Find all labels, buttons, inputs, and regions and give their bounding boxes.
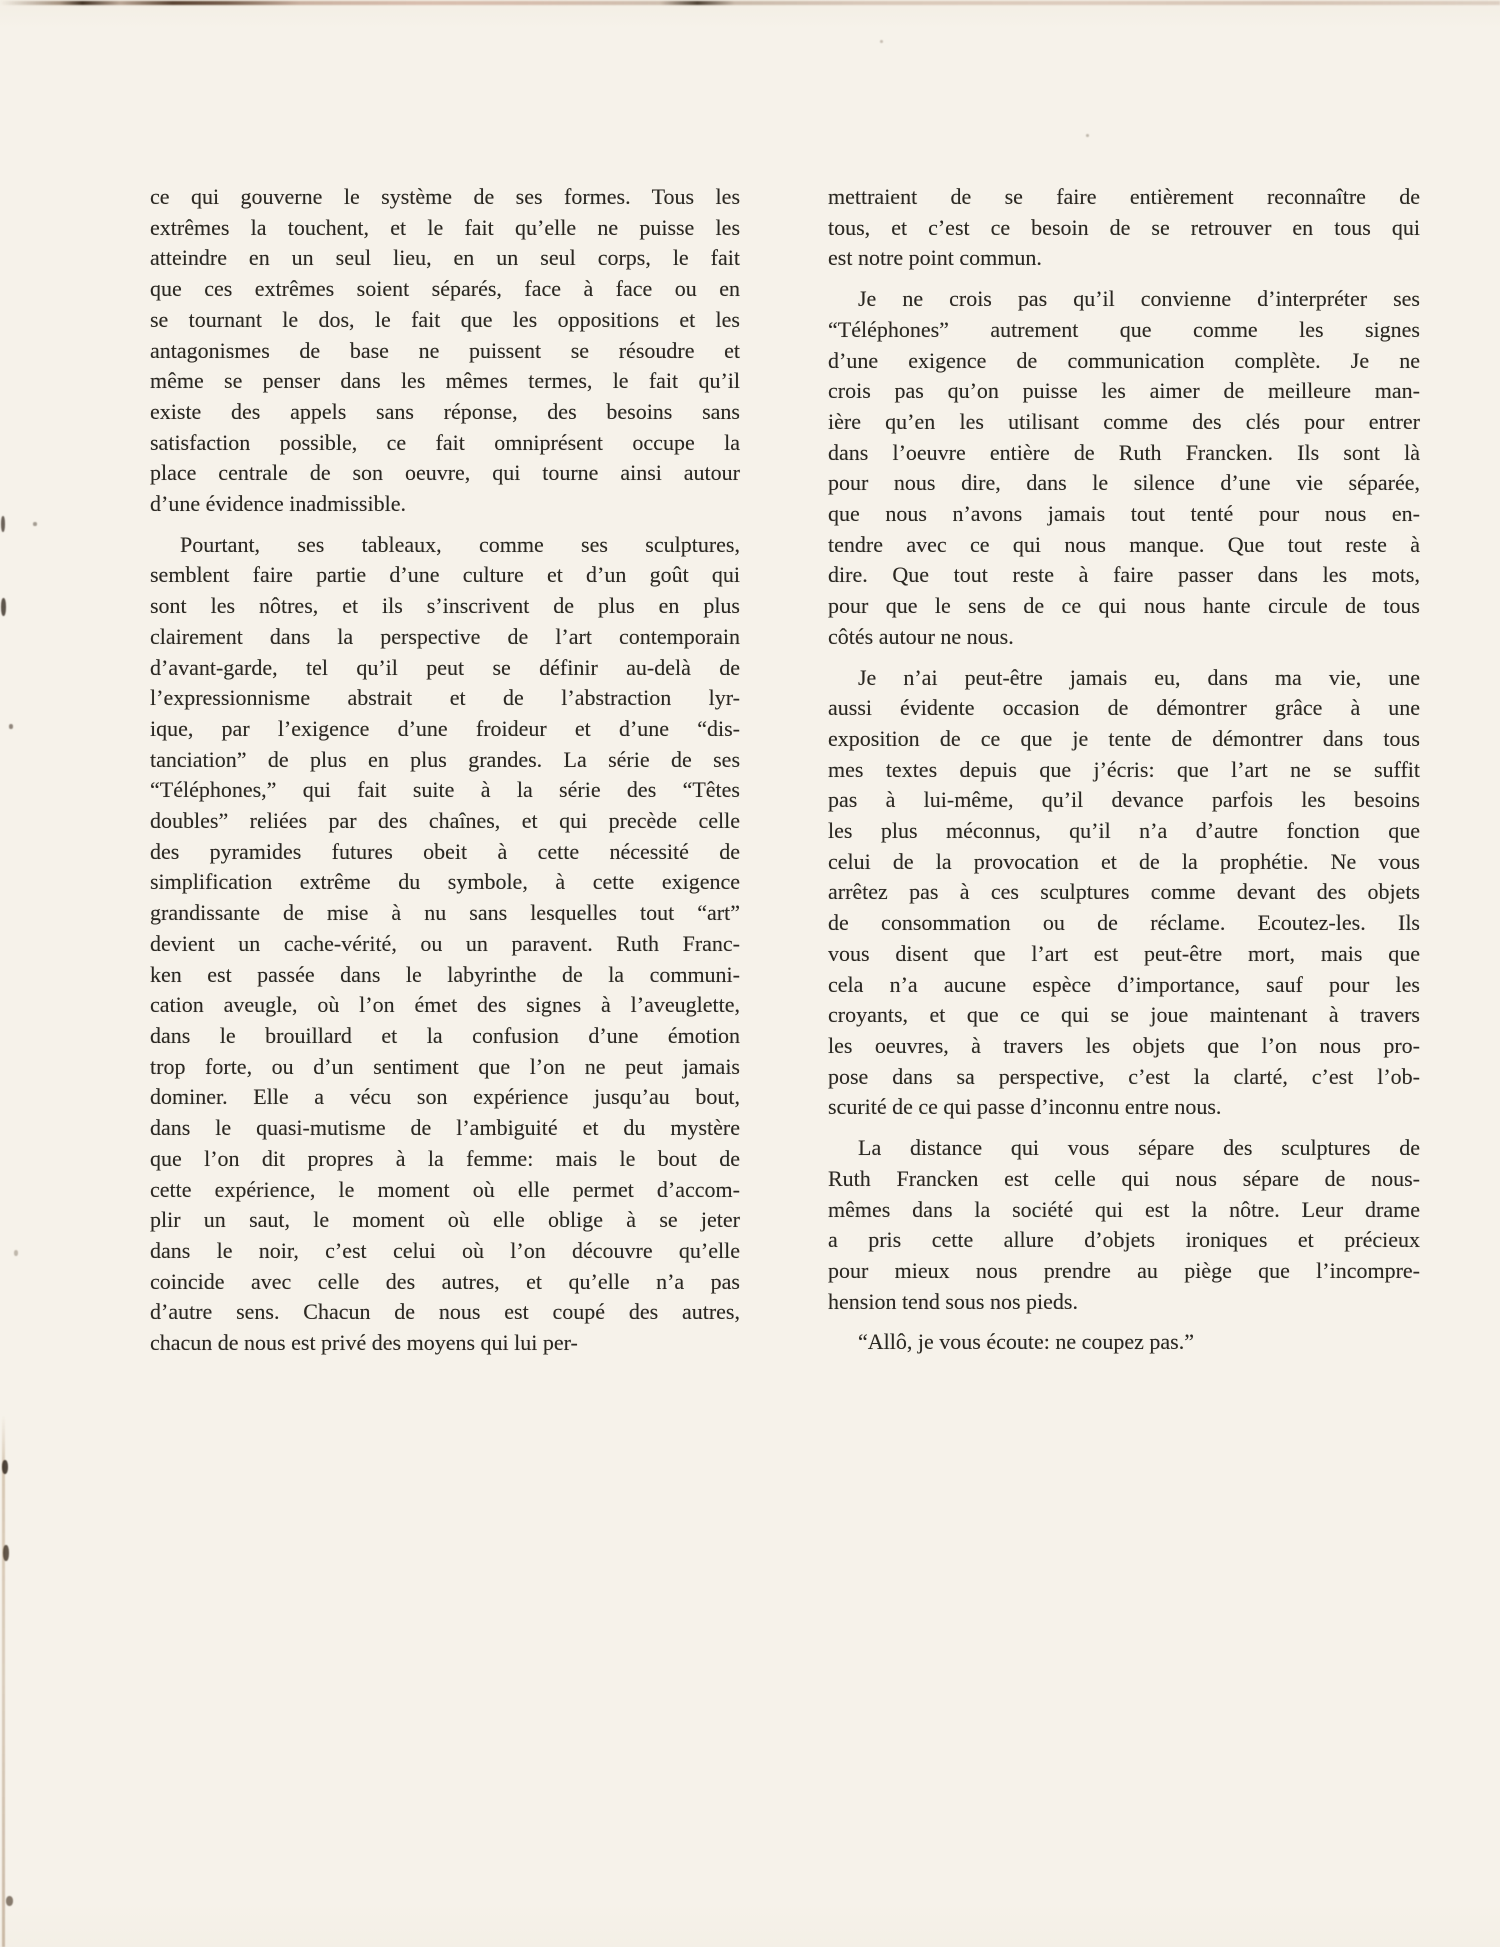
text-line: d’une évidence inadmissible. [150, 491, 406, 517]
text-line: sont les nôtres, et ils s’inscrivent de plus en plus [150, 593, 740, 619]
text-line: pour nous dire, dans le silence d’une vie séparée, [828, 470, 1420, 496]
text-line: ique, par l’exigence d’une froideur et d’une “dis- [150, 715, 740, 741]
text-line: chacun de nous est privé des moyens qui lui per- [150, 1330, 578, 1356]
scan-speck [1, 516, 5, 532]
text-line: Ruth Francken est celle qui nous sépare de nous- [828, 1165, 1420, 1191]
text-line: dire. Que tout reste à faire passer dans les mots, [828, 562, 1420, 588]
paragraph [828, 284, 1420, 652]
paragraph [828, 1133, 1420, 1317]
text-line: coincide avec celle des autres, et qu’elle n’a pas [150, 1268, 740, 1294]
text-line: que ces extrêmes soient séparés, face à face ou en [150, 276, 740, 302]
text-line: “Téléphones,” qui fait suite à la série des “Têtes [150, 777, 740, 803]
text-line: cation aveugle, où l’on émet des signes à l’aveuglette, [150, 992, 740, 1018]
text-line: ce qui gouverne le système de ses formes. Tous les [150, 184, 740, 209]
scan-speck [1, 598, 6, 616]
text-line: simplification extrême du symbole, à cette exigence [150, 869, 740, 895]
text-line: d’une exigence de communication complète. Je ne [828, 347, 1420, 373]
page-top-edge-artifact [0, 1, 1500, 5]
text-line: que l’on dit propres à la femme: mais le bout de [150, 1145, 740, 1171]
text-line: grandissante de mise à nu sans lesquelles tout “art” [150, 900, 740, 926]
text-line: se tournant le dos, le fait que les oppositions et les [150, 306, 740, 332]
text-line: pour mieux nous prendre au piège que l’incompre- [828, 1257, 1420, 1283]
text-line: d’avant-garde, tel qu’il peut se définir au-delà de [150, 654, 740, 680]
text-line: mettraient de se faire entièrement reconnaître de [828, 184, 1420, 209]
text-line: celui de la provocation et de la prophétie. Ne vous [828, 848, 1420, 874]
text-line: “Allô, je vous écoute: ne coupez pas.” [858, 1329, 1194, 1355]
text-line: les plus méconnus, qu’il n’a d’autre fonction que [828, 818, 1420, 844]
text-line: exposition de ce que je tente de démontrer dans tous [828, 725, 1420, 751]
text-line: trop forte, ou d’un sentiment que l’on ne peut jamais [150, 1053, 740, 1079]
text-line: de consommation ou de réclame. Ecoutez-les. Ils [828, 910, 1420, 936]
text-line: aussi évidente occasion de démontrer grâce à une [828, 695, 1420, 721]
text-line: est notre point commun. [828, 245, 1042, 271]
text-line: tendre avec ce qui nous manque. Que tout reste à [828, 531, 1420, 557]
text-line: mes textes depuis que j’écris: que l’art ne se suffit [828, 756, 1420, 782]
text-line: hension tend sous nos pieds. [828, 1288, 1078, 1314]
text-line: ière qu’en les utilisant comme des clés pour entrer [828, 408, 1420, 434]
text-line: les oeuvres, à travers les objets que l’on nous pro- [828, 1032, 1420, 1058]
text-line: semblent faire partie d’une culture et d’un goût qui [150, 562, 740, 588]
text-line: ken est passée dans le labyrinthe de la communi- [150, 961, 740, 987]
text-line: existe des appels sans réponse, des besoins sans [150, 398, 740, 424]
text-line: arrêtez pas à ces sculptures comme devant des objets [828, 879, 1420, 905]
text-line: plir un saut, le moment où elle oblige à se jeter [150, 1207, 740, 1233]
text-line: Pourtant, ses tableaux, comme ses sculptures, [180, 531, 740, 557]
text-line: Je n’ai peut-être jamais eu, dans ma vie, une [858, 664, 1420, 690]
text-line: atteindre en un seul lieu, en un seul corps, le fait [150, 245, 740, 271]
text-line: crois pas qu’on puisse les aimer de meilleure man- [828, 378, 1420, 404]
text-line: clairement dans la perspective de l’art contemporain [150, 623, 740, 649]
scan-speck [1086, 134, 1089, 137]
text-line: d’autre sens. Chacun de nous est coupé des autres, [150, 1299, 740, 1325]
paragraph [150, 182, 740, 520]
text-line: devient un cache-vérité, ou un paravent. Ruth Franc- [150, 930, 740, 956]
text-column-right [828, 182, 1420, 1358]
text-line: cela n’a aucune espèce d’importance, sauf pour les [828, 971, 1420, 997]
text-line: côtés autour ne nous. [828, 623, 1014, 649]
scan-speck [6, 1896, 13, 1906]
text-line: pose dans sa perspective, c’est la clarté, c’est l’ob- [828, 1063, 1420, 1089]
text-line: dans le brouillard et la confusion d’une émotion [150, 1022, 740, 1048]
text-line: La distance qui vous sépare des sculptures de [858, 1135, 1420, 1161]
text-line: vous disent que l’art est peut-être mort, mais que [828, 940, 1420, 966]
text-line: tanciation” de plus en plus grandes. La série de ses [150, 746, 740, 772]
text-line: antagonismes de base ne puissent se résoudre et [150, 337, 740, 363]
text-line: même se penser dans les mêmes termes, le fait qu’il [150, 368, 740, 394]
text-line: pour que le sens de ce qui nous hante circule de tous [828, 593, 1420, 619]
text-line: des pyramides futures obeit à cette nécessité de [150, 838, 740, 864]
text-line: dominer. Elle a vécu son expérience jusqu’au bout, [150, 1084, 740, 1110]
paragraph [828, 1327, 1420, 1358]
text-line: mêmes dans la société qui est la nôtre. Leur drame [828, 1196, 1420, 1222]
text-line: l’expressionnisme abstrait et de l’abstraction lyr- [150, 685, 740, 711]
text-line: place centrale de son oeuvre, qui tourne ainsi autour [150, 460, 740, 486]
scan-speck [14, 1250, 18, 1256]
text-line: que nous n’avons jamais tout tenté pour nous en- [828, 501, 1420, 527]
text-line: extrêmes la touchent, et le fait qu’elle ne puisse les [150, 214, 740, 240]
text-line: a pris cette allure d’objets ironiques et précieux [828, 1227, 1420, 1253]
scan-speck [9, 724, 13, 729]
scan-speck [2, 1460, 8, 1474]
scan-speck [880, 40, 883, 43]
text-line: cette expérience, le moment où elle permet d’accom- [150, 1176, 740, 1202]
text-line: dans l’oeuvre entière de Ruth Francken. Ils sont là [828, 439, 1420, 465]
paragraph [150, 530, 740, 1359]
text-line: dans le quasi-mutisme de l’ambiguité et du mystère [150, 1115, 740, 1141]
text-line: doubles” reliées par des chaînes, et qui precède celle [150, 808, 740, 834]
text-line: tous, et c’est ce besoin de se retrouver en tous qui [828, 214, 1420, 240]
text-line: satisfaction possible, ce fait omniprésent occupe la [150, 429, 740, 455]
text-line: Je ne crois pas qu’il convienne d’interpréter ses [858, 286, 1420, 312]
text-line: “Téléphones” autrement que comme les signes [828, 316, 1420, 342]
text-line: dans le noir, c’est celui où l’on découvre qu’elle [150, 1237, 740, 1263]
paragraph [828, 663, 1420, 1124]
scan-speck [33, 522, 37, 526]
text-line: croyants, et que ce qui se joue maintenant à travers [828, 1002, 1420, 1028]
left-edge-crease [2, 1415, 5, 1947]
text-column-left [150, 182, 740, 1359]
text-line: scurité de ce qui passe d’inconnu entre nous. [828, 1094, 1222, 1120]
scan-speck [3, 1545, 9, 1561]
text-line: pas à lui-même, qu’il devance parfois les besoins [828, 787, 1420, 813]
paragraph [828, 182, 1420, 274]
